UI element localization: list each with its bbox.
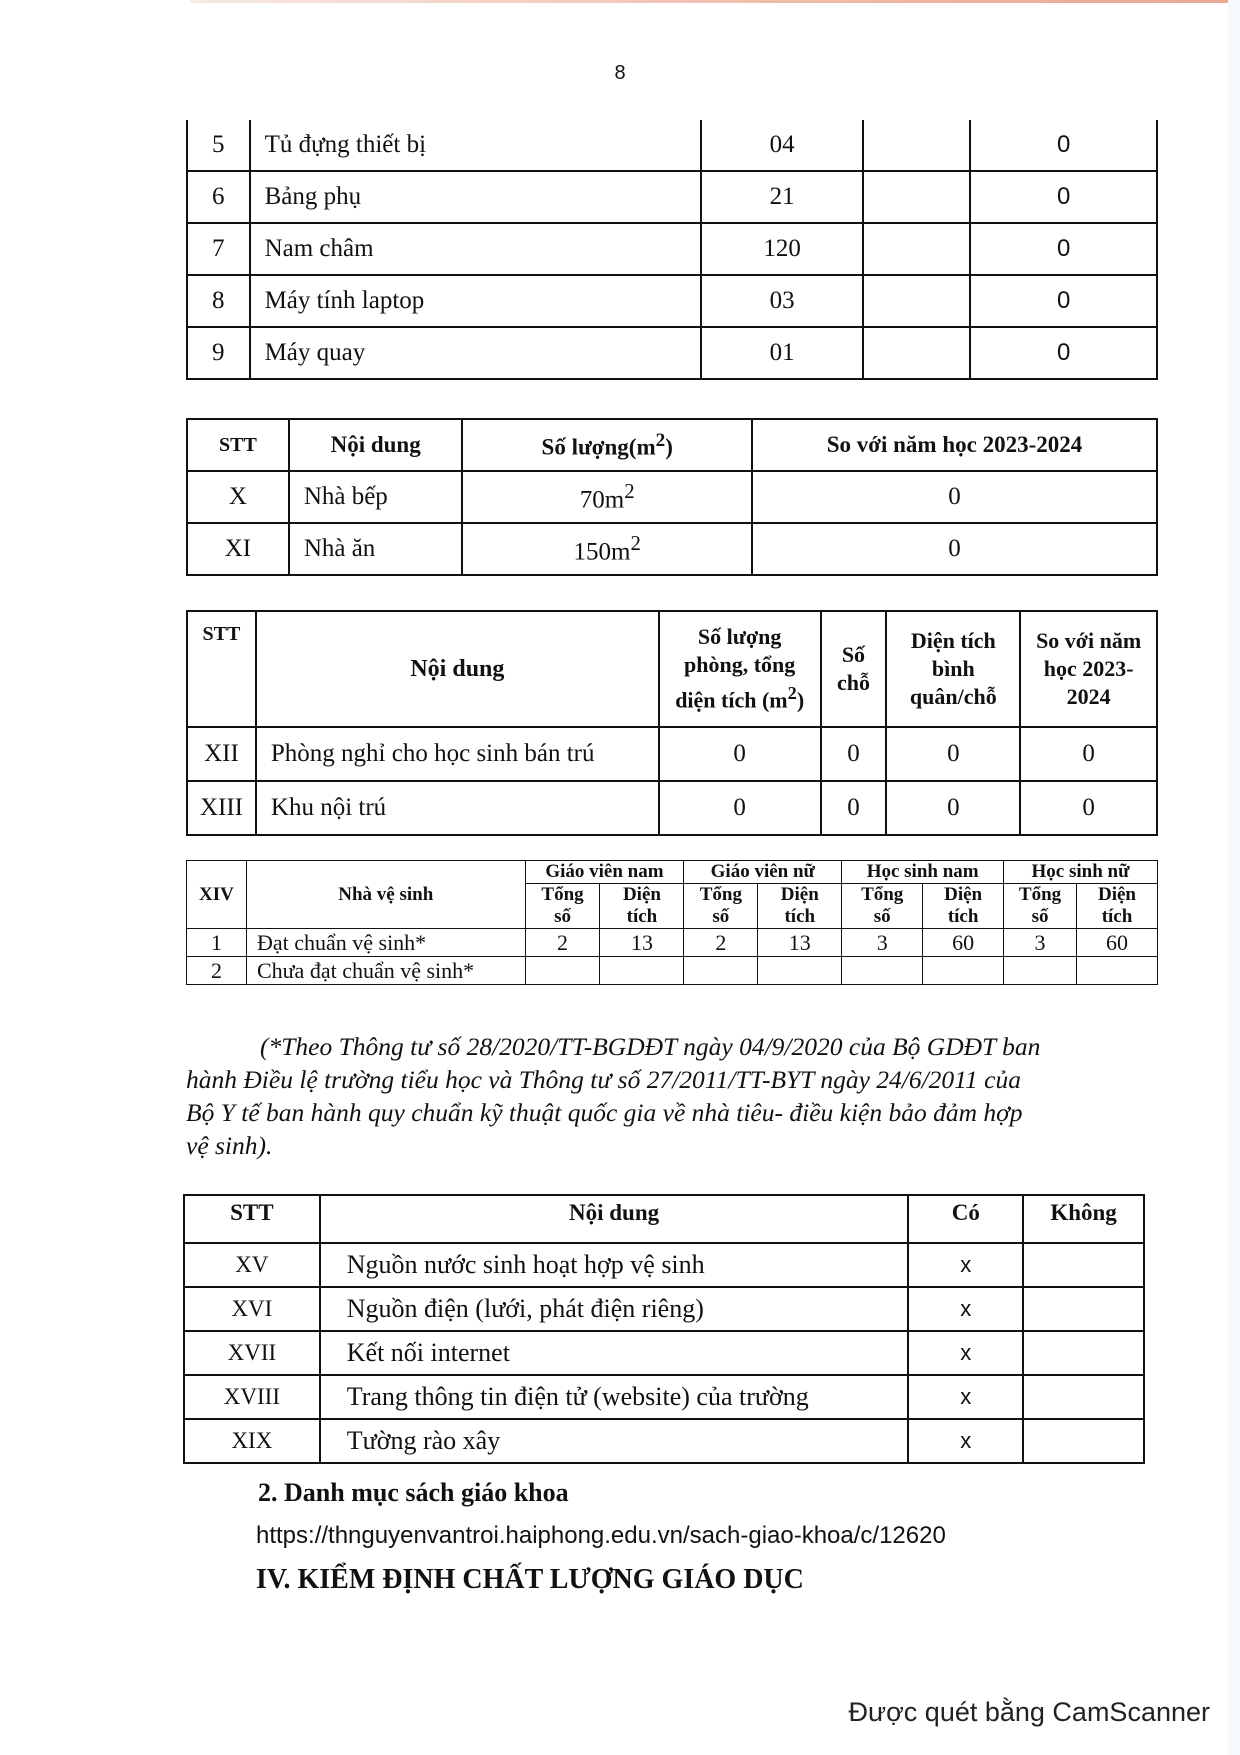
- footnote-line: vệ sinh).: [186, 1131, 273, 1160]
- header-line: Diện: [1098, 884, 1136, 905]
- cell-value: [600, 957, 684, 985]
- item-col4: [863, 171, 970, 223]
- header-area: [758, 884, 842, 929]
- item-compare: 0: [970, 223, 1157, 275]
- area-value: 150m: [573, 538, 631, 566]
- header-line: tích: [947, 906, 979, 927]
- header-avg-area: [886, 611, 1020, 727]
- footnote-line: hành Điều lệ trường tiểu học và Thông tư số 27/2011/TT-BYT ngày 24/6/2011 của: [186, 1065, 1021, 1094]
- item-quantity: 21: [701, 171, 863, 223]
- item-rooms: 0: [659, 781, 821, 835]
- header-line: Diện tích: [910, 628, 996, 653]
- yes-mark: x: [908, 1287, 1023, 1331]
- cell-value: [1077, 957, 1158, 985]
- header-stt: STT: [187, 611, 256, 727]
- header-no: XIV: [187, 861, 247, 929]
- superscript: 2: [624, 479, 635, 504]
- row-number: 7: [187, 223, 250, 275]
- row-number: 2: [187, 957, 247, 985]
- table-row: [184, 1287, 1144, 1331]
- table-header-row: [187, 861, 1158, 884]
- table-header-row: [187, 419, 1157, 471]
- cell-value: [525, 957, 600, 985]
- header-group: Giáo viên nữ: [684, 861, 842, 884]
- header-line: Số lượng: [697, 624, 782, 650]
- facilities-table: [183, 1194, 1145, 1464]
- no-mark: [1023, 1419, 1144, 1463]
- equipment-table: [186, 120, 1158, 380]
- row-number: XVII: [184, 1331, 320, 1375]
- item-compare: 0: [752, 523, 1157, 575]
- item-name: Nguồn điện (lưới, phát điện riêng): [320, 1287, 909, 1331]
- header-line: chỗ: [836, 670, 870, 695]
- item-compare: 0: [1020, 781, 1157, 835]
- header-quantity: [462, 419, 751, 471]
- item-area: [462, 523, 751, 575]
- item-quantity: 03: [701, 275, 863, 327]
- header-line: bình: [931, 656, 975, 681]
- header-line: số: [1031, 906, 1049, 927]
- header-line: tích: [784, 906, 816, 927]
- header-line: Tổng: [699, 884, 742, 905]
- header-line: số: [712, 906, 730, 927]
- header-line: số: [554, 906, 571, 927]
- header-compare: So với năm học 2023-2024: [752, 419, 1157, 471]
- table-row: [187, 727, 1157, 781]
- scan-side-strip: [1228, 0, 1240, 1755]
- cell-value: 3: [842, 929, 923, 957]
- section-heading-textbooks: 2. Danh mục sách giáo khoa: [258, 1478, 569, 1507]
- item-name: Nam châm: [250, 223, 701, 275]
- header-no: Không: [1023, 1195, 1144, 1243]
- item-compare: 0: [970, 327, 1157, 379]
- row-number: 5: [187, 120, 250, 171]
- header-content: Nội dung: [289, 419, 463, 471]
- cell-value: 2: [684, 929, 758, 957]
- scan-edge-strip: [190, 0, 1240, 3]
- header-content: Nội dung: [256, 611, 659, 727]
- row-number: 8: [187, 275, 250, 327]
- header-yes: Có: [908, 1195, 1023, 1243]
- header-stt: STT: [184, 1195, 320, 1243]
- cell-value: [1004, 957, 1077, 985]
- row-number: XI: [187, 523, 289, 575]
- item-name: Khu nội trú: [256, 781, 659, 835]
- table-row: [187, 275, 1157, 327]
- header-line: [660, 679, 820, 714]
- item-name: Kết nối internet: [320, 1331, 909, 1375]
- area-value: 70m: [579, 486, 625, 514]
- header-seats: [821, 611, 887, 727]
- yes-mark: x: [908, 1375, 1023, 1419]
- header-line: Tổng: [861, 884, 904, 905]
- row-number: XIX: [184, 1419, 320, 1463]
- footnote-line: Bộ Y tế ban hành quy chuẩn kỹ thuật quốc gia về nhà tiêu- điều kiện bảo đảm hợp: [186, 1098, 1023, 1127]
- item-col4: [863, 223, 970, 275]
- toilet-table: [186, 860, 1158, 985]
- header-line: Diện: [622, 884, 661, 905]
- header-line: quân/chỗ: [909, 684, 997, 709]
- table-row: [187, 471, 1157, 523]
- yes-mark: x: [908, 1419, 1023, 1463]
- header-total: [842, 884, 923, 929]
- table-row: [187, 781, 1157, 835]
- item-area: [462, 471, 751, 523]
- boarding-table: [186, 610, 1158, 836]
- item-avg: 0: [886, 781, 1020, 835]
- cell-value: 13: [758, 929, 842, 957]
- header-group: Học sinh nam: [842, 861, 1004, 884]
- camscanner-watermark: Được quét bằng CamScanner: [848, 1697, 1210, 1727]
- row-number: XV: [184, 1243, 320, 1287]
- header-total: [1004, 884, 1077, 929]
- cell-value: 60: [1077, 929, 1158, 957]
- header-rooms: [659, 611, 821, 727]
- table-row: [187, 171, 1157, 223]
- row-number: XVI: [184, 1287, 320, 1331]
- item-col4: [863, 120, 970, 171]
- superscript: 2: [630, 531, 641, 556]
- item-name: Chưa đạt chuẩn vệ sinh*: [246, 957, 525, 985]
- item-name: Nguồn nước sinh hoạt hợp vệ sinh: [320, 1243, 909, 1287]
- cell-value: [758, 957, 842, 985]
- table-row: [187, 929, 1158, 957]
- cell-value: 60: [923, 929, 1004, 957]
- table-row: [187, 120, 1157, 171]
- header-quantity-text: Số lượng(m: [541, 434, 656, 460]
- cell-value: 2: [525, 929, 600, 957]
- table-header-row: [187, 611, 1157, 727]
- header-group: Giáo viên nam: [525, 861, 684, 884]
- item-name: Tường rào xây: [320, 1419, 909, 1463]
- item-name: Đạt chuẩn vệ sinh*: [246, 929, 525, 957]
- item-name: Trang thông tin điện tử (website) của trường: [320, 1375, 909, 1419]
- no-mark: [1023, 1375, 1144, 1419]
- cell-value: [684, 957, 758, 985]
- table-row: [184, 1375, 1144, 1419]
- header-line: Số: [841, 642, 866, 667]
- superscript: 2: [787, 683, 797, 704]
- header-stt: STT: [187, 419, 289, 471]
- header-line: So với năm: [1036, 628, 1142, 653]
- item-seats: 0: [821, 727, 887, 781]
- textbook-link[interactable]: https://thnguyenvantroi.haiphong.edu.vn/sach-giao-khoa/c/12620: [256, 1522, 946, 1549]
- header-line: học 2023-: [1043, 656, 1134, 681]
- header-line: phòng, tổng: [684, 652, 796, 678]
- yes-mark: x: [908, 1243, 1023, 1287]
- header-area: [1077, 884, 1158, 929]
- header-quantity-end: ): [665, 434, 673, 460]
- page-number: 8: [614, 62, 626, 84]
- cell-value: 13: [600, 929, 684, 957]
- item-quantity: 04: [701, 120, 863, 171]
- no-mark: [1023, 1331, 1144, 1375]
- item-rooms: 0: [659, 727, 821, 781]
- header-line: Diện: [780, 884, 819, 905]
- item-compare: 0: [970, 171, 1157, 223]
- table-row: [184, 1419, 1144, 1463]
- header-line: Diện: [944, 884, 983, 905]
- row-number: X: [187, 471, 289, 523]
- header-area: [923, 884, 1004, 929]
- item-compare: 0: [970, 275, 1157, 327]
- item-name: Bảng phụ: [250, 171, 701, 223]
- item-col4: [863, 327, 970, 379]
- table-row: [184, 1243, 1144, 1287]
- item-avg: 0: [886, 727, 1020, 781]
- section-heading-quality-accreditation: IV. KIỂM ĐỊNH CHẤT LƯỢNG GIÁO DỤC: [256, 1564, 804, 1595]
- table-row: [184, 1331, 1144, 1375]
- footnote-line: [186, 1030, 1146, 1063]
- header-text: diện tích (m: [675, 687, 788, 713]
- no-mark: [1023, 1287, 1144, 1331]
- no-mark: [1023, 1243, 1144, 1287]
- row-number: 6: [187, 171, 250, 223]
- row-number: XII: [187, 727, 256, 781]
- header-line: 2024: [1066, 684, 1111, 709]
- header-line: tích: [626, 906, 658, 927]
- row-number: XVIII: [184, 1375, 320, 1419]
- item-name: Máy tính laptop: [250, 275, 701, 327]
- header-group: Học sinh nữ: [1004, 861, 1158, 884]
- footnote-text: (*Theo Thông tư số 28/2020/TT-BGDĐT ngày 04/9/2020 của Bộ GDĐT ban: [260, 1032, 1041, 1061]
- header-content: Nội dung: [320, 1195, 909, 1243]
- item-compare: 0: [1020, 727, 1157, 781]
- cell-value: 3: [1004, 929, 1077, 957]
- header-area: [600, 884, 684, 929]
- cell-value: [923, 957, 1004, 985]
- item-compare: 0: [752, 471, 1157, 523]
- cell-value: [842, 957, 923, 985]
- table-header-row: [184, 1195, 1144, 1243]
- item-seats: 0: [821, 781, 887, 835]
- footnote: [186, 1030, 1146, 1162]
- item-name: Nhà ăn: [289, 523, 463, 575]
- kitchen-table: [186, 418, 1158, 576]
- header-compare: [1020, 611, 1157, 727]
- header-line: số: [873, 906, 891, 927]
- table-row: [187, 327, 1157, 379]
- row-number: XIII: [187, 781, 256, 835]
- header-total: [525, 884, 600, 929]
- row-number: 9: [187, 327, 250, 379]
- header-content: Nhà vệ sinh: [246, 861, 525, 929]
- table-row: [187, 957, 1158, 985]
- item-compare: 0: [970, 120, 1157, 171]
- header-text: ): [796, 687, 805, 713]
- header-total: [684, 884, 758, 929]
- header-line: Tổng: [1018, 884, 1062, 905]
- header-line: tích: [1101, 906, 1133, 927]
- item-col4: [863, 275, 970, 327]
- table-row: [187, 223, 1157, 275]
- row-number: 1: [187, 929, 247, 957]
- item-quantity: 01: [701, 327, 863, 379]
- superscript: 2: [655, 429, 666, 451]
- yes-mark: x: [908, 1331, 1023, 1375]
- item-name: Máy quay: [250, 327, 701, 379]
- table-row: [187, 523, 1157, 575]
- item-name: Nhà bếp: [289, 471, 463, 523]
- header-line: Tổng: [541, 884, 584, 905]
- item-name: Phòng nghỉ cho học sinh bán trú: [256, 727, 659, 781]
- item-name: Tủ đựng thiết bị: [250, 120, 701, 171]
- item-quantity: 120: [701, 223, 863, 275]
